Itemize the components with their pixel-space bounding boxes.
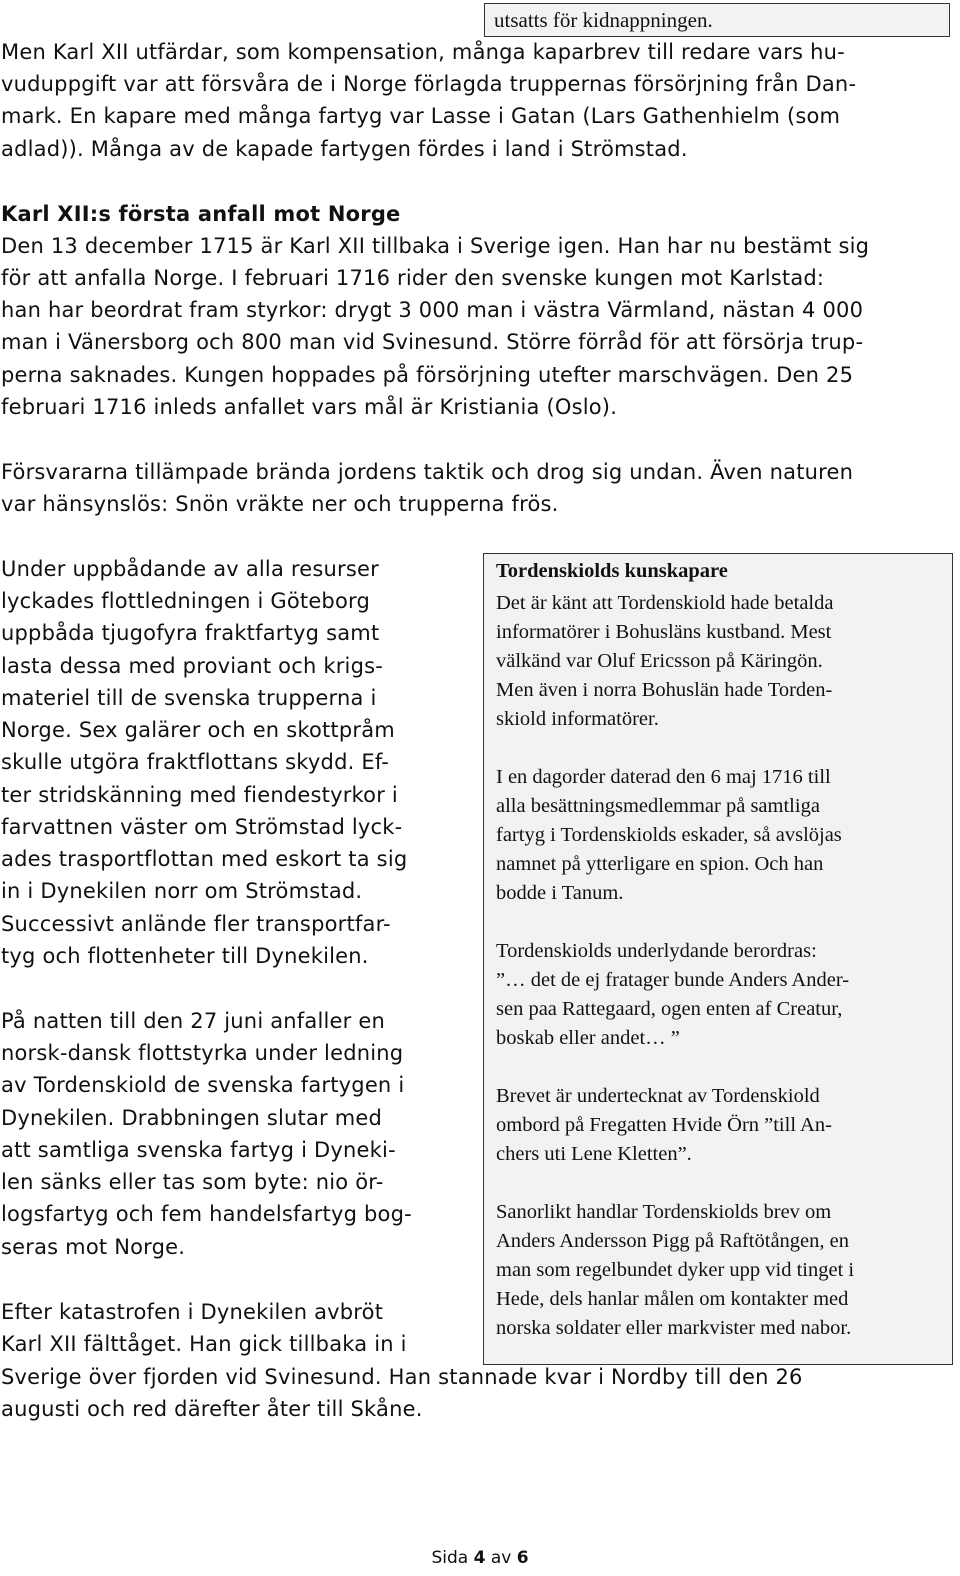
sidebar-title: Tordenskiolds kunskapare xyxy=(496,560,728,582)
closing-line: Sverige över fjorden vid Svinesund. Han stannade kvar i Nordby till den 26 xyxy=(1,1365,803,1389)
section-line: man i Vänersborg och 800 man vid Svinesund. Större förråd för att försörja trup- xyxy=(1,330,864,354)
footer-prefix: Sida xyxy=(431,1548,469,1568)
left-column-line: att samtliga svenska fartyg i Dyneki- xyxy=(1,1138,396,1162)
sidebar-line: boskab eller andet… ” xyxy=(496,1027,680,1049)
sidebar-line: sen paa Rattegaard, ogen enten af Creatur, xyxy=(496,998,843,1020)
sidebar-line: alla besättningsmedlemmar på samtliga xyxy=(496,795,820,817)
left-column-line: len sänks eller tas som byte: nio ör- xyxy=(1,1170,384,1194)
left-column-line: ades trasportflottan med eskort ta sig xyxy=(1,847,408,871)
sidebar-line: Brevet är undertecknat av Tordenskiold xyxy=(496,1085,820,1107)
left-column-line: in i Dynekilen norr om Strömstad. xyxy=(1,879,363,903)
left-column-line: På natten till den 27 juni anfaller en xyxy=(1,1009,385,1033)
left-column-line: Norge. Sex galärer och en skottpråm xyxy=(1,718,395,742)
sidebar-line: välkänd var Oluf Ericsson på Käringön. xyxy=(496,650,823,672)
sidebar-line: Det är känt att Tordenskiold hade betalda xyxy=(496,592,834,614)
left-column-line: uppbåda tjugofyra fraktfartyg samt xyxy=(1,621,380,645)
sidebar-line: I en dagorder daterad den 6 maj 1716 till xyxy=(496,766,831,788)
left-column-line: Under uppbådande av alla resurser xyxy=(1,557,379,581)
section-line: perna saknades. Kungen hoppades på försörjning utefter marschvägen. Den 25 xyxy=(1,363,854,387)
left-column-line: Efter katastrofen i Dynekilen avbröt xyxy=(1,1300,384,1324)
left-column-line: logsfartyg och fem handelsfartyg bog- xyxy=(1,1202,412,1226)
sidebar-line: ombord på Fregatten Hvide Örn ”till An- xyxy=(496,1114,832,1136)
sidebar-line: skiold informatörer. xyxy=(496,708,659,730)
left-column-line: skulle utgöra fraktflottans skydd. Ef- xyxy=(1,750,390,774)
left-column-line: seras mot Norge. xyxy=(1,1235,186,1259)
section-line: han har beordrat fram styrkor: drygt 3 000 man i västra Värmland, nästan 4 000 xyxy=(1,298,864,322)
left-column-line: lyckades flottledningen i Göteborg xyxy=(1,589,371,613)
section-line: Den 13 december 1715 är Karl XII tillbaka i Sverige igen. Han har nu bestämt sig xyxy=(1,234,870,258)
left-column-line: tyg och flottenheter till Dynekilen. xyxy=(1,944,369,968)
left-column-line: Karl XII fälttåget. Han gick tillbaka in i xyxy=(1,1332,407,1356)
sidebar-line: Sanorlikt handlar Tordenskiolds brev om xyxy=(496,1201,832,1223)
top-box xyxy=(484,3,950,37)
sidebar-line: fartyg i Tordenskiolds eskader, så avslöjas xyxy=(496,824,842,846)
closing-line: augusti och red därefter åter till Skåne. xyxy=(1,1397,423,1421)
sidebar-line: Tordenskiolds underlydande berordras: xyxy=(496,940,817,962)
left-column-line: av Tordenskiold de svenska fartygen i xyxy=(1,1073,405,1097)
footer-page-total: 6 xyxy=(516,1548,529,1568)
sidebar-box xyxy=(483,553,953,1365)
intro-line: adlad)). Många av de kapade fartygen fördes i land i Strömstad. xyxy=(1,137,688,161)
sidebar-line: norska soldater eller markvister med nabor. xyxy=(496,1317,852,1339)
left-column-line: materiel till de svenska trupperna i xyxy=(1,686,377,710)
sidebar-line: Hede, dels hanlar målen om kontakter med xyxy=(496,1288,849,1310)
left-column-line: Dynekilen. Drabbningen slutar med xyxy=(1,1106,383,1130)
left-column-line: norsk-dansk flottstyrka under ledning xyxy=(1,1041,404,1065)
section-line: för att anfalla Norge. I februari 1716 rider den svenske kungen mot Karlstad: xyxy=(1,266,825,290)
page-footer xyxy=(0,1544,960,1572)
left-column-line: lasta dessa med proviant och krigs- xyxy=(1,654,384,678)
footer-middle: av xyxy=(490,1548,512,1568)
left-column-line: Successivt anlände fler transportfar- xyxy=(1,912,391,936)
sidebar-line: ”… det de ej fratager bunde Anders Ander- xyxy=(496,969,850,991)
section-line: februari 1716 inleds anfallet vars mål är Kristiania (Oslo). xyxy=(1,395,618,419)
section-heading: Karl XII:s första anfall mot Norge xyxy=(1,202,401,226)
intro-line: vuduppgift var att försvåra de i Norge förlagda truppernas försörjning från Dan- xyxy=(1,72,857,96)
sidebar-line: Anders Andersson Pigg på Raftötången, en xyxy=(496,1230,849,1252)
defense-line: Försvararna tillämpade brända jordens taktik och drog sig undan. Även naturen xyxy=(1,460,854,484)
sidebar-line: informatörer i Bohusläns kustband. Mest xyxy=(496,621,832,643)
sidebar-line: Men även i norra Bohuslän hade Torden- xyxy=(496,679,833,701)
defense-line: var hänsynslös: Snön vräkte ner och trupperna frös. xyxy=(1,492,559,516)
top-box-text: utsatts för kidnappningen. xyxy=(494,8,713,32)
sidebar-line: man som regelbundet dyker upp vid tinget i xyxy=(496,1259,855,1281)
intro-line: Men Karl XII utfärdar, som kompensation, många kaparbrev till redare vars hu- xyxy=(1,40,845,64)
footer-page-number: 4 xyxy=(473,1548,486,1568)
intro-line: mark. En kapare med många fartyg var Lasse i Gatan (Lars Gathenhielm (som xyxy=(1,104,841,128)
left-column-line: ter stridskänning med fiendestyrkor i xyxy=(1,783,398,807)
sidebar-line: bodde i Tanum. xyxy=(496,882,624,904)
left-column-line: farvattnen väster om Strömstad lyck- xyxy=(1,815,403,839)
sidebar-line: chers uti Lene Kletten”. xyxy=(496,1143,692,1165)
sidebar-line: namnet på ytterligare en spion. Och han xyxy=(496,853,824,875)
